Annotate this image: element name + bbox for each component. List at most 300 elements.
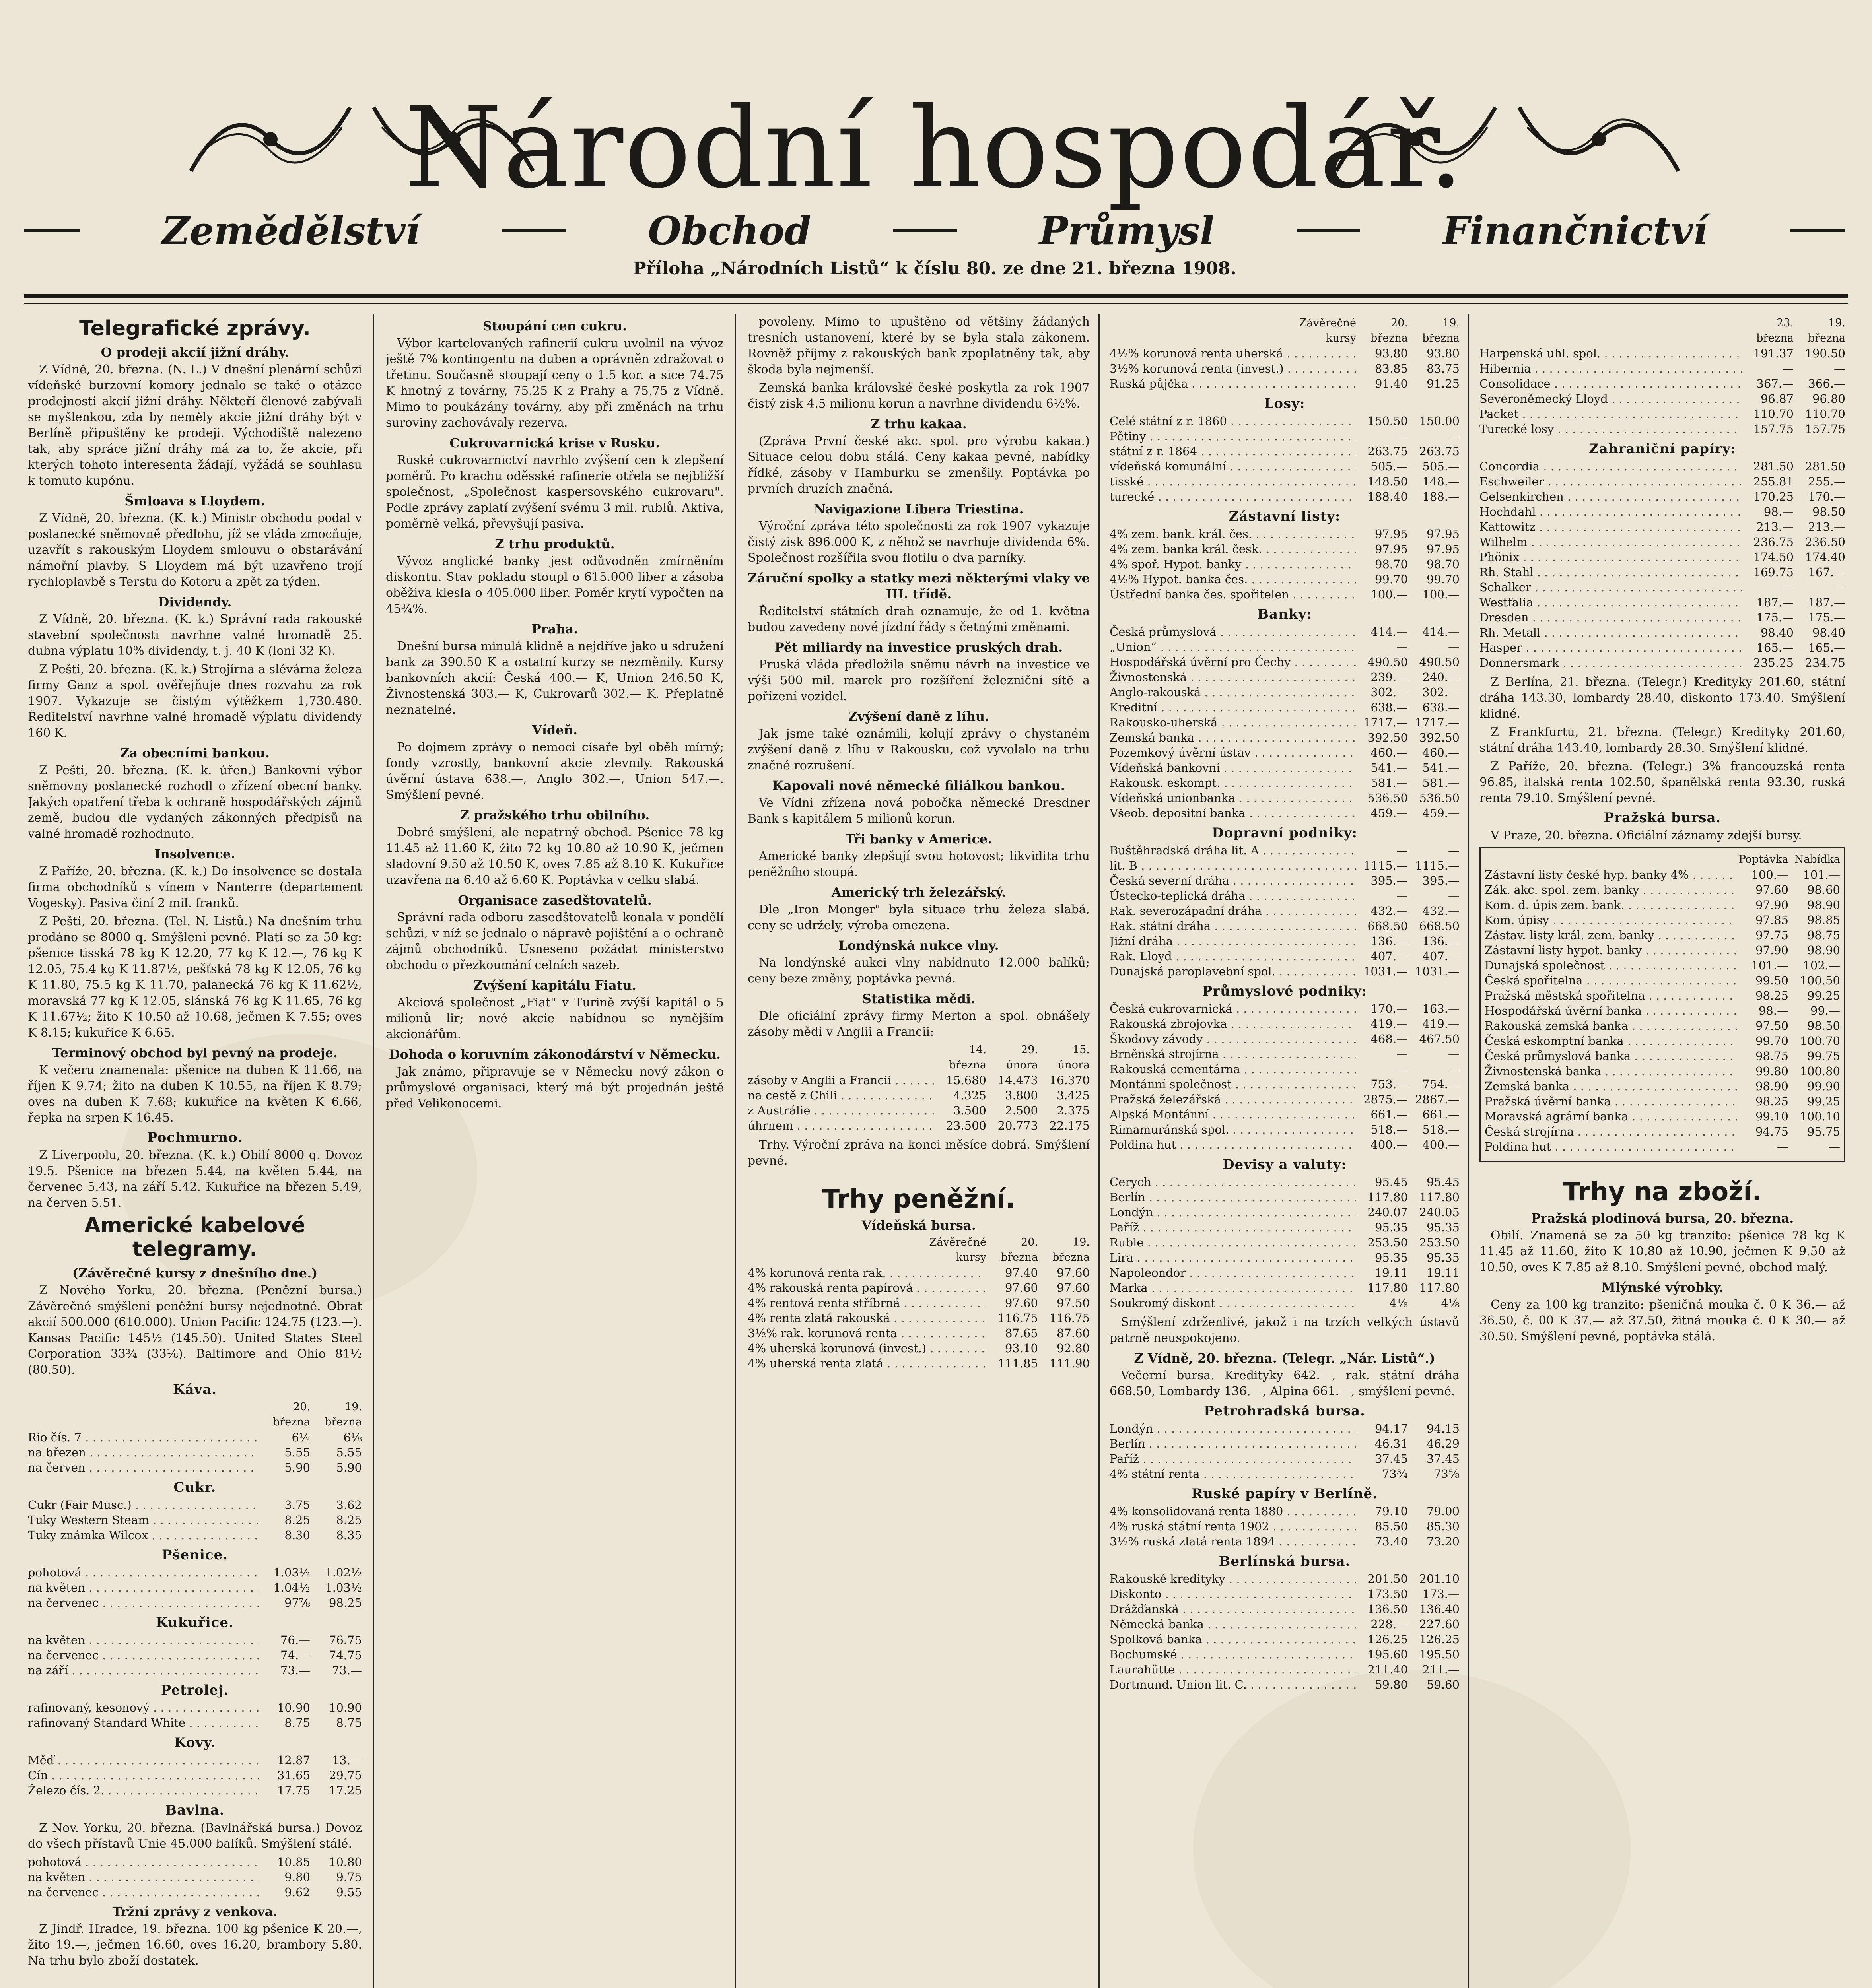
- table-row: [748, 1088, 1090, 1103]
- table-cell-value: 98.40: [1760, 626, 1794, 639]
- table-row: [1110, 1504, 1460, 1519]
- table-row: [28, 1768, 362, 1783]
- table-cell-value: 174.50: [1753, 550, 1794, 564]
- price-table: [1110, 526, 1460, 602]
- table-title: Káva.: [173, 1382, 217, 1398]
- table-row-label: Packet . . .: [1479, 406, 1742, 421]
- table-cell-value: 100.70: [1800, 1034, 1840, 1048]
- table-row-label: Zástavní listy české hyp. banky 4% . . .: [1485, 867, 1737, 882]
- table-row-label: Pražská městská spořitelna . . .: [1485, 988, 1737, 1003]
- table-cell-value: 98.25: [1755, 1095, 1788, 1108]
- table-row: [1479, 610, 1845, 625]
- table-cell-value: 76.—: [280, 1633, 310, 1647]
- table-cell-value: 432.—: [1370, 904, 1408, 918]
- article-text: Z Pešti, 20. března. (K. k. úřen.) Bankovní výbor sněmovny poslanecké rozhodl o zřízení obecní banky. Jakých opatření třeba k ochraně hospodářských zájmů země, budou dle vydaných zákonných předpisů na valné hromadě rozhodnuto.: [28, 763, 362, 841]
- table-cell-value: 97.95: [1374, 542, 1408, 556]
- table-row: [1110, 1250, 1460, 1265]
- table-row: [28, 1870, 362, 1885]
- article-heading: Tržní zprávy z venkova.: [112, 1904, 278, 1919]
- table-row: [1110, 1220, 1460, 1235]
- article-text: Pruská vláda předložila sněmu návrh na investice ve výši 500 mil. marek pro rozšíření železniční sítě a pořízení vozidel.: [748, 658, 1090, 703]
- table-row-label: Pětiny . . .: [1110, 429, 1356, 444]
- table-row: [1110, 1016, 1460, 1031]
- table-row: [28, 1445, 362, 1460]
- table-row-label: 3½% rak. korunová renta . . .: [748, 1326, 986, 1341]
- table-cell-value: 19.11: [1426, 1266, 1460, 1279]
- table-cell-value: 98.85: [1807, 913, 1840, 927]
- table-header-cell: Závěrečné kursy: [1299, 317, 1356, 344]
- table-header-cell: 14. března: [949, 1044, 986, 1071]
- table-row-label: Škodovy závody . . .: [1110, 1031, 1356, 1046]
- table-cell-value: 1717.—: [1363, 716, 1408, 729]
- table-header-cell: 19. března: [325, 1401, 362, 1428]
- table-row-label: Železo čís. 2. . . .: [28, 1783, 259, 1798]
- table-row: [1479, 625, 1845, 640]
- table-cell-value: 3.500: [953, 1104, 986, 1117]
- table-row-label: Česká strojírna . . .: [1485, 1124, 1737, 1139]
- table-row: [1110, 572, 1460, 587]
- table-row-label: Rakousk. eskompt. . . .: [1110, 775, 1356, 790]
- table-row: [28, 1885, 362, 1900]
- table-cell-value: 195.60: [1367, 1648, 1408, 1661]
- table-cell-value: 98.70: [1374, 557, 1408, 571]
- table-row-label: Rakouské kredityky . . .: [1110, 1571, 1356, 1586]
- table-row-label: Severoněmecký Lloyd . . .: [1479, 391, 1742, 406]
- table-row-label: Vídeňská bankovní . . .: [1110, 760, 1356, 775]
- table-cell-value: 170.—: [1370, 1002, 1408, 1015]
- table-cell-value: 536.50: [1419, 791, 1460, 805]
- table-header: [748, 1235, 1090, 1265]
- table-cell-value: 8.30: [284, 1528, 310, 1542]
- table-cell-value: 97.60: [1755, 883, 1788, 897]
- table-row: [1479, 595, 1845, 610]
- table-cell-value: 76.75: [329, 1633, 362, 1647]
- table-cell-value: 73.40: [1374, 1535, 1408, 1548]
- table-cell-value: 15.680: [946, 1074, 986, 1087]
- table-cell-value: 79.00: [1426, 1505, 1460, 1518]
- table-row-label: 4% státní renta . . .: [1110, 1466, 1356, 1481]
- table-cell-value: 150.00: [1419, 414, 1460, 428]
- table-row-label: 4% renta zlatá rakouská . . .: [748, 1310, 986, 1326]
- article-text: Po dojmem zprávy o nemoci císaře byl oběh mírný; fondy vzrostly, bankovní akcie zlevnily. Rakouská úvěrní ústava 638.—, Anglo 302.—, Union 547.—. Smýšlení pevné.: [386, 740, 724, 802]
- table-row: [1110, 557, 1460, 572]
- article-heading: (Závěrečné kursy z dnešního dne.): [72, 1266, 318, 1281]
- table-row-label: Rio čís. 7 . . .: [28, 1430, 259, 1445]
- table-row-label: Rakouská zemská banka . . .: [1485, 1018, 1737, 1033]
- table-row: [1485, 1018, 1840, 1033]
- table-row-label: 4% uherská korunová (invest.) . . .: [748, 1341, 986, 1356]
- article-text: Vývoz anglické banky jest odůvodněn zmírněním diskontu. Stav pokladu stoupl o 615.000 liber a zásoba oběživa klesla o 405.000 liber. Poměr krytí vypočten na 45¾%.: [386, 554, 724, 616]
- table-cell-value: 1.04½: [273, 1581, 310, 1594]
- table-row-label: Ústřední banka čes. spořitelen . . .: [1110, 587, 1356, 602]
- table-cell-value: 263.75: [1419, 445, 1460, 458]
- article-heading: Vídeň.: [532, 722, 578, 738]
- table-cell-value: 99.70: [1426, 573, 1460, 586]
- table-cell-value: 98.50: [1807, 1019, 1840, 1033]
- table-cell-value: 37.45: [1426, 1452, 1460, 1466]
- table-cell-value: 111.90: [1049, 1357, 1090, 1370]
- table-row: [1110, 1421, 1460, 1436]
- table-row: [748, 1356, 1090, 1371]
- table-row: [1485, 1139, 1840, 1154]
- table-cell-value: 94.15: [1426, 1422, 1460, 1435]
- table-row-label: Montánní společnost . . .: [1110, 1077, 1356, 1092]
- article-heading: Z trhu kakaa.: [871, 416, 967, 431]
- table-row-label: na červenec . . .: [28, 1595, 259, 1610]
- table-cell-value: 227.60: [1419, 1617, 1460, 1631]
- table-cell-value: 99.10: [1755, 1110, 1788, 1123]
- article-text: Z Jindř. Hradce, 19. března. 100 kg pšenice K 20.—, žito 19.—, ječmen 16.60, oves 16.20, brambory 5.80. Na trhu bylo zboží dostatek.: [28, 1922, 362, 1968]
- table-cell-value: 668.50: [1367, 919, 1408, 933]
- table-cell-value: 117.80: [1419, 1281, 1460, 1295]
- table-row: [1479, 391, 1845, 406]
- table-row-label: Zástav. listy král. zem. banky . . .: [1485, 928, 1737, 943]
- article-heading: Z pražského trhu obilního.: [460, 808, 650, 823]
- table-row-label: 4% korunová renta rak. . . .: [748, 1265, 986, 1280]
- divider: [1297, 229, 1360, 232]
- table-title: Zástavní listy:: [1229, 509, 1341, 524]
- table-cell-value: 97.95: [1426, 527, 1460, 541]
- table-cell-value: 240.07: [1367, 1206, 1408, 1219]
- table-row-label: Paříž . . .: [1110, 1220, 1356, 1235]
- table-row: [1479, 655, 1845, 670]
- table-cell-value: 95.45: [1374, 1175, 1408, 1189]
- table-cell-value: 191.37: [1753, 347, 1794, 360]
- table-row: [1479, 640, 1845, 655]
- table-cell-value: 3.75: [284, 1498, 310, 1512]
- table-row: [1110, 685, 1460, 700]
- table-row: [748, 1265, 1090, 1280]
- table-cell-value: 581.—: [1422, 776, 1460, 790]
- table-row-label: Rak. severozápadní dráha . . .: [1110, 903, 1356, 918]
- table-cell-value: 93.80: [1426, 347, 1460, 360]
- table-row-label: Rakousko-uherská . . .: [1110, 715, 1356, 730]
- table-row-label: Marka . . .: [1110, 1280, 1356, 1295]
- table-row: [1110, 1001, 1460, 1016]
- table-cell-value: 73.—: [280, 1664, 310, 1677]
- table-cell-value: 518.—: [1370, 1123, 1408, 1136]
- table-cell-value: 536.50: [1367, 791, 1408, 805]
- table-cell-value: 3.425: [1056, 1089, 1090, 1102]
- table-cell-value: —: [1782, 362, 1794, 375]
- table-row: [1110, 1077, 1460, 1092]
- price-table: [1110, 414, 1460, 504]
- table-cell-value: 2867.—: [1415, 1093, 1460, 1106]
- table-row-label: Rak. Lloyd . . .: [1110, 949, 1356, 964]
- table-cell-value: 468.—: [1370, 1032, 1408, 1046]
- table-row: [1110, 1647, 1460, 1662]
- table-cell-value: 10.90: [277, 1701, 310, 1714]
- article-heading: Z trhu produktů.: [495, 536, 615, 551]
- table-cell-value: 16.370: [1049, 1074, 1090, 1087]
- table-cell-value: 99.80: [1755, 1064, 1788, 1078]
- price-table: [1479, 459, 1845, 670]
- table-cell-value: 754.—: [1422, 1077, 1460, 1091]
- table-cell-value: 407.—: [1422, 949, 1460, 963]
- table-row-label: Kattowitz . . .: [1479, 519, 1742, 534]
- article-heading: Cukrovarnická krise v Rusku.: [449, 435, 660, 450]
- table-cell-value: 170.25: [1753, 490, 1794, 503]
- table-cell-value: 419.—: [1370, 1017, 1408, 1031]
- table-cell-value: 97⅞: [284, 1596, 310, 1609]
- price-table: [1110, 1001, 1460, 1152]
- table-cell-value: —: [1448, 889, 1460, 903]
- table-row: [1110, 1519, 1460, 1534]
- table-row-label: Rakouská cementárna . . .: [1110, 1062, 1356, 1077]
- article-text: Z Nov. Yorku, 20. března. (Bavlnářská bursa.) Dovoz do všech přístavů Unie 45.000 balíků. Smýšlení stálé.: [28, 1821, 362, 1851]
- table-cell-value: 97.95: [1426, 542, 1460, 556]
- table-cell-value: 96.80: [1812, 392, 1845, 406]
- column-3: [748, 314, 1090, 1988]
- table-cell-value: 505.—: [1370, 460, 1408, 473]
- table-row-label: Jižní dráha . . .: [1110, 934, 1356, 949]
- table-row: [1110, 1436, 1460, 1451]
- column-divider: [373, 314, 374, 1988]
- table-cell-value: 95.35: [1374, 1221, 1408, 1234]
- table-cell-value: 638.—: [1370, 701, 1408, 714]
- table-cell-value: —: [1834, 580, 1845, 594]
- table-row: [1110, 760, 1460, 775]
- table-row: [1110, 376, 1460, 391]
- table-row-label: Zemská banka . . .: [1110, 730, 1356, 745]
- table-cell-value: —: [1777, 1140, 1788, 1153]
- table-row: [28, 1715, 362, 1730]
- table-row: [1110, 918, 1460, 934]
- column-4: [1110, 314, 1460, 1988]
- table-row-label: Živnostenská . . .: [1110, 670, 1356, 685]
- prague-bourse-box: [1479, 847, 1845, 1162]
- table-row: [1110, 1466, 1460, 1481]
- table-row-label: Zák. akc. spol. zem. banky . . .: [1485, 882, 1737, 897]
- table-row: [1110, 1107, 1460, 1122]
- table-row: [1110, 730, 1460, 745]
- table-header-cell: 20. března: [273, 1401, 310, 1428]
- article-text: (Zpráva První české akc. spol. pro výrobu kakaa.) Situace celou dobu stálá. Ceny kakaa pevné, nabídky řídké, zásoby v Hamburku se zmenšily. Poptávka po prvních druzích značná.: [748, 434, 1090, 496]
- table-title: Cukr.: [173, 1479, 216, 1495]
- table-row: [1485, 958, 1840, 973]
- column-divider: [735, 314, 736, 1988]
- table-row: [1110, 361, 1460, 376]
- price-table: [28, 1565, 362, 1610]
- table-cell-value: 117.80: [1419, 1190, 1460, 1204]
- article-heading: Organisace zasedštovatelů.: [458, 893, 652, 908]
- table-row: [28, 1595, 362, 1610]
- table-header: [1110, 316, 1460, 346]
- table-row-label: Consolidace . . .: [1479, 376, 1742, 391]
- table-header: [1479, 316, 1845, 346]
- column-divider: [1468, 314, 1469, 1988]
- table-cell-value: —: [1829, 1140, 1840, 1153]
- table-cell-value: 407.—: [1370, 949, 1408, 963]
- divider: [893, 229, 957, 232]
- article-heading: Navigazione Libera Triestina.: [814, 501, 1024, 516]
- table-cell-value: 234.75: [1805, 656, 1845, 670]
- table-cell-value: 175.—: [1756, 611, 1794, 624]
- article-heading: Pět miliardy na investice pruských drah.: [774, 640, 1063, 655]
- table-row-label: Rak. státní dráha . . .: [1110, 918, 1356, 934]
- table-cell-value: 98.25: [329, 1596, 362, 1609]
- table-row: [1110, 1265, 1460, 1280]
- article-text: Ředitelství státních drah oznamuje, že od 1. května budou zavedeny nové jízdní řády s četnými změnami.: [748, 604, 1090, 634]
- table-cell-value: 3.62: [336, 1498, 362, 1512]
- table-row: [1110, 414, 1460, 429]
- table-cell-value: 73.20: [1426, 1535, 1460, 1548]
- table-header-cell: Poptávka: [1738, 853, 1788, 866]
- table-cell-value: 74.—: [280, 1648, 310, 1662]
- article-heading: Zvýšení kapitálu Fiatu.: [473, 978, 636, 993]
- article-text: Z Vídně, 20. března. (K. k.) Správní rada rakouské stavební společnosti navrhne valné hromadě 25. dubna výplatu 10% dividendy, t. j. 40 K (loni 32 K).: [28, 612, 362, 658]
- table-cell-value: 46.29: [1426, 1437, 1460, 1450]
- table-cell-value: 1115.—: [1415, 859, 1460, 872]
- table-title: Berlínská bursa.: [1219, 1553, 1351, 1569]
- table-cell-value: 213.—: [1756, 520, 1794, 534]
- article-text: K večeru znamenala: pšenice na duben K 11.66, na říjen K 9.74; žito na duben K 10.55, na říjen K 8.79; oves na duben K 7.68; kukuřice na květen K 6.66, řepka na srpen K 16.45.: [28, 1063, 362, 1125]
- table-cell-value: 99.50: [1755, 974, 1788, 987]
- table-cell-value: 117.80: [1367, 1190, 1408, 1204]
- table-cell-value: —: [1448, 1062, 1460, 1076]
- table-cell-value: 148.50: [1367, 475, 1408, 488]
- price-table: [28, 1400, 362, 1475]
- table-cell-value: 302.—: [1422, 685, 1460, 699]
- newspaper-title: Národní hospodář.: [404, 83, 1465, 213]
- table-cell-value: 201.50: [1367, 1572, 1408, 1586]
- table-cell-value: 126.25: [1419, 1633, 1460, 1646]
- article-heading: Pražská plodinová bursa, 20. března.: [1531, 1211, 1794, 1226]
- article-text: Akciová společnost „Fiat" v Turině zvýší kapitál o 5 milionů lir; nové akcie nabídnou se nynějším akcionářům.: [386, 996, 724, 1041]
- article-text: Dnešní bursa minulá klidně a nejdříve jako u sdružení bank za 390.50 K a ostatní kurzy se nezměnily. Kursy bankovních akcií: Česká 400.— K, Union 246.50 K, Živnostenská 303.— K, Cukrovarů 302.— K. Přeplatně neznatelné.: [386, 639, 724, 717]
- table-cell-value: 163.—: [1422, 1002, 1460, 1015]
- table-cell-value: 2875.—: [1363, 1093, 1408, 1106]
- table-row-label: Cín . . .: [28, 1768, 259, 1783]
- table-row: [1110, 1586, 1460, 1602]
- table-row-label: Zástavní listy hypot. banky . . .: [1485, 943, 1737, 958]
- table-header: [1485, 852, 1840, 867]
- table-row: [28, 1753, 362, 1768]
- table-row-label: tisské . . .: [1110, 474, 1356, 489]
- table-row-label: Concordia . . .: [1479, 459, 1742, 474]
- table-row: [748, 1310, 1090, 1326]
- divider: [24, 303, 1848, 304]
- table-row-label: Soukromý diskont . . .: [1110, 1295, 1356, 1310]
- table-row-label: 4% rentová renta stříbrná . . .: [748, 1295, 986, 1310]
- table-cell-value: 175.—: [1808, 611, 1845, 624]
- table-row: [1110, 1571, 1460, 1586]
- table-row: [28, 1512, 362, 1528]
- table-cell-value: 93.10: [1005, 1342, 1038, 1355]
- table-row: [1485, 897, 1840, 912]
- table-row-label: na květen . . .: [28, 1580, 259, 1595]
- table-cell-value: 95.45: [1426, 1175, 1460, 1189]
- table-cell-value: 111.85: [997, 1357, 1038, 1370]
- table-cell-value: 98.40: [1812, 626, 1845, 639]
- table-cell-value: 95.35: [1374, 1251, 1408, 1264]
- table-row: [1110, 1175, 1460, 1190]
- table-cell-value: 240.05: [1419, 1206, 1460, 1219]
- table-row-label: Brněnská strojírna . . .: [1110, 1046, 1356, 1062]
- table-cell-value: —: [1834, 362, 1845, 375]
- table-cell-value: 117.80: [1367, 1281, 1408, 1295]
- table-row-label: Turecké losy . . .: [1479, 421, 1742, 437]
- table-row: [1110, 745, 1460, 760]
- article-text: Ceny za 100 kg tranzito: pšeničná mouka č. 0 K 36.— až 36.50, č. 00 K 37.— až 37.50, žitná mouka č. 0 K 30.— až 30.50. Smýšlení pevné, poptávka stálá.: [1479, 1298, 1845, 1343]
- table-title: Banky:: [1257, 606, 1312, 622]
- table-row: [1485, 912, 1840, 928]
- table-cell-value: 235.25: [1753, 656, 1794, 670]
- table-cell-value: 98.70: [1426, 557, 1460, 571]
- article-heading: Kapovali nové německé filiálkou bankou.: [772, 778, 1065, 793]
- price-table: [28, 1497, 362, 1543]
- table-cell-value: 8.35: [336, 1528, 362, 1542]
- table-cell-value: 459.—: [1370, 806, 1408, 820]
- article-text: Na londýnské aukci vlny nabídnuto 12.000 balíků; ceny beze změny, poptávka pevná.: [748, 956, 1090, 986]
- table-row: [1110, 934, 1460, 949]
- table-cell-value: 98.75: [1755, 1049, 1788, 1063]
- section-heading: Trhy peněžní.: [822, 1184, 1015, 1214]
- table-cell-value: 94.75: [1755, 1125, 1788, 1138]
- price-table: [28, 1854, 362, 1900]
- table-cell-value: 395.—: [1370, 874, 1408, 887]
- table-row-label: Kom. úpisy . . .: [1485, 912, 1737, 928]
- table-cell-value: 414.—: [1370, 625, 1408, 639]
- table-row-label: 4% zem. bank. král. čes. . . .: [1110, 526, 1356, 542]
- article-heading: Insolvence.: [154, 846, 235, 862]
- table-cell-value: 97.60: [1005, 1296, 1038, 1310]
- table-cell-value: 99.90: [1807, 1079, 1840, 1093]
- table-cell-value: 188.40: [1367, 490, 1408, 503]
- table-title: Zahraniční papíry:: [1588, 441, 1736, 457]
- table-row-label: Zemská banka . . .: [1485, 1079, 1737, 1094]
- table-cell-value: 400.—: [1370, 1138, 1408, 1151]
- table-cell-value: 228.—: [1370, 1617, 1408, 1631]
- table-cell-value: 263.75: [1367, 445, 1408, 458]
- table-cell-value: 2.375: [1056, 1104, 1090, 1117]
- table-cell-value: 239.—: [1370, 670, 1408, 684]
- table-row: [1110, 1062, 1460, 1077]
- price-table: [1110, 1421, 1460, 1481]
- price-table: [1110, 1571, 1460, 1692]
- table-row-label: Berlín . . .: [1110, 1190, 1356, 1205]
- table-cell-value: 59.80: [1374, 1678, 1408, 1691]
- table-row: [1485, 1048, 1840, 1064]
- table-cell-value: —: [1396, 429, 1408, 443]
- table-row-label: Česká spořitelna . . .: [1485, 973, 1737, 988]
- table-row: [1479, 565, 1845, 580]
- table-row-label: 4% rakouská renta papírová . . .: [748, 1280, 986, 1295]
- article-heading: Tři banky v Americe.: [845, 831, 992, 846]
- table-cell-value: —: [1448, 1047, 1460, 1061]
- table-cell-value: 2.500: [1005, 1104, 1038, 1117]
- table-cell-value: 97.60: [1056, 1281, 1090, 1295]
- table-header-cell: Závěrečné kursy: [929, 1236, 986, 1264]
- article-text: Jak jsme také oznámili, kolují zprávy o chystaném zvýšení daně z líhu v Rakousku, což vyvolalo na trhu značné rozrušení.: [748, 727, 1090, 773]
- table-cell-value: 98.—: [1763, 505, 1794, 518]
- table-row-label: Tuky známka Wilcox . . .: [28, 1528, 259, 1543]
- table-row: [1110, 1451, 1460, 1466]
- table-row: [1110, 1092, 1460, 1107]
- table-row-label: Živnostenská banka . . .: [1485, 1064, 1737, 1079]
- table-row-label: Phönix . . .: [1479, 549, 1742, 565]
- table-cell-value: 73¾: [1382, 1467, 1408, 1481]
- table-row: [28, 1430, 362, 1445]
- table-row-label: Poldina hut . . .: [1110, 1137, 1356, 1152]
- table-cell-value: 20.773: [997, 1119, 1038, 1132]
- table-cell-value: 4.325: [953, 1089, 986, 1102]
- table-row: [1110, 1235, 1460, 1250]
- price-table: [1110, 1504, 1460, 1549]
- table-title: Petrohradská bursa.: [1204, 1403, 1365, 1419]
- article-text: povoleny. Mimo to upuštěno od většiny žádaných tresních ustanovení, které by se byla stala zákonem. Rovněž příjmy z rakouských bank zpoplatněny tak, aby škoda byla nejmenší.: [748, 315, 1090, 377]
- table-row-label: Dresden . . .: [1479, 610, 1742, 625]
